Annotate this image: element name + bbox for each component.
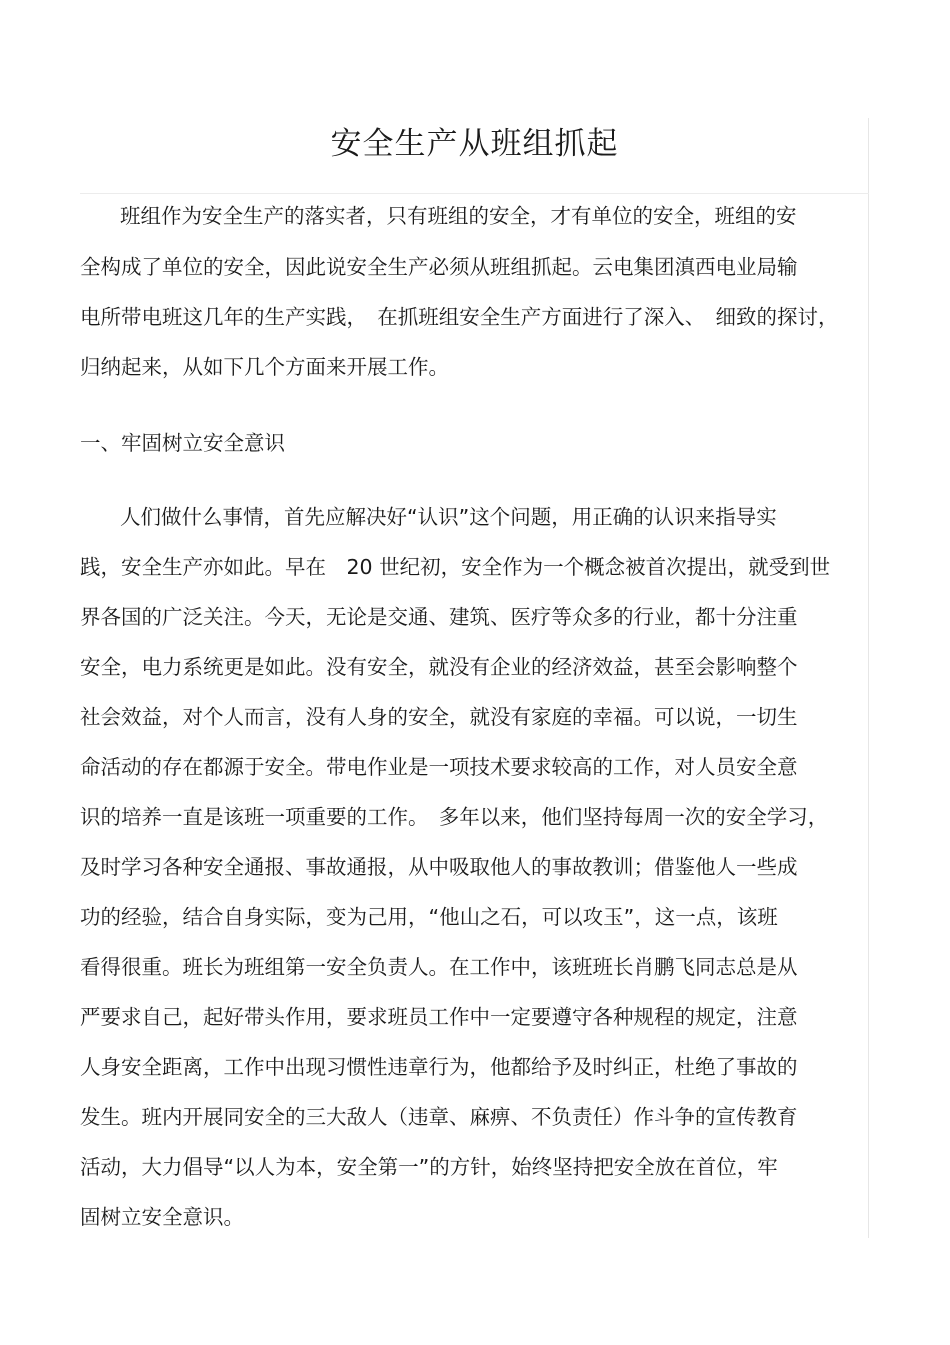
body-line: 发生。班内开展同安全的三大敌人（违章、麻痹、不负责任）作斗争的宣传教育 (80, 1105, 798, 1129)
intro-line: 班组作为安全生产的落实者，只有班组的安全，才有单位的安全，班组的安 (120, 204, 797, 228)
intro-line: 电所带电班这几年的生产实践， 在抓班组安全生产方面进行了深入、 细致的探讨， (80, 305, 839, 329)
body-line: 活动，大力倡导“以人为本，安全第一”的方针，始终坚持把安全放在首位，牢 (80, 1155, 778, 1179)
body-line: 固树立安全意识。 (80, 1205, 244, 1229)
body-line: 社会效益，对个人而言，没有人身的安全，就没有家庭的幸福。可以说，一切生 (80, 705, 798, 729)
body-line: 功的经验，结合自身实际，变为己用，“他山之石，可以攻玉”，这一点，该班 (80, 905, 778, 929)
body-line: 人们做什么事情，首先应解决好“认识”这个问题，用正确的认识来指导实 (120, 505, 777, 529)
document-title: 安全生产从班组抓起 (330, 126, 619, 162)
body-line: 界各国的广泛关注。今天，无论是交通、建筑、医疗等众多的行业，都十分注重 (80, 605, 798, 629)
body-line: 践，安全生产亦如此。早在 20 世纪初，安全作为一个概念被首次提出，就受到世 (80, 555, 831, 579)
body-line: 安全，电力系统更是如此。没有安全，就没有企业的经济效益，甚至会影响整个 (80, 655, 798, 679)
body-line: 看得很重。班长为班组第一安全负责人。在工作中，该班班长肖鹏飞同志总是从 (80, 955, 798, 979)
intro-line: 全构成了单位的安全，因此说安全生产必须从班组抓起。云电集团滇西电业局输 (80, 255, 798, 279)
intro-line: 归纳起来，从如下几个方面来开展工作。 (80, 355, 449, 379)
title-divider (80, 193, 869, 194)
body-line: 及时学习各种安全通报、事故通报，从中吸取他人的事故教训；借鉴他人一些成 (80, 855, 798, 879)
body-line: 识的培养一直是该班一项重要的工作。 多年以来，他们坚持每周一次的安全学习， (80, 805, 829, 829)
body-line: 人身安全距离，工作中出现习惯性违章行为，他都给予及时纠正，杜绝了事故的 (80, 1055, 798, 1079)
margin-rule (868, 118, 869, 1238)
section-heading: 一、牢固树立安全意识 (80, 431, 285, 455)
body-line: 严要求自己，起好带头作用，要求班员工作中一定要遵守各种规程的规定，注意 (80, 1005, 798, 1029)
body-line: 命活动的存在都源于安全。带电作业是一项技术要求较高的工作，对人员安全意 (80, 755, 798, 779)
